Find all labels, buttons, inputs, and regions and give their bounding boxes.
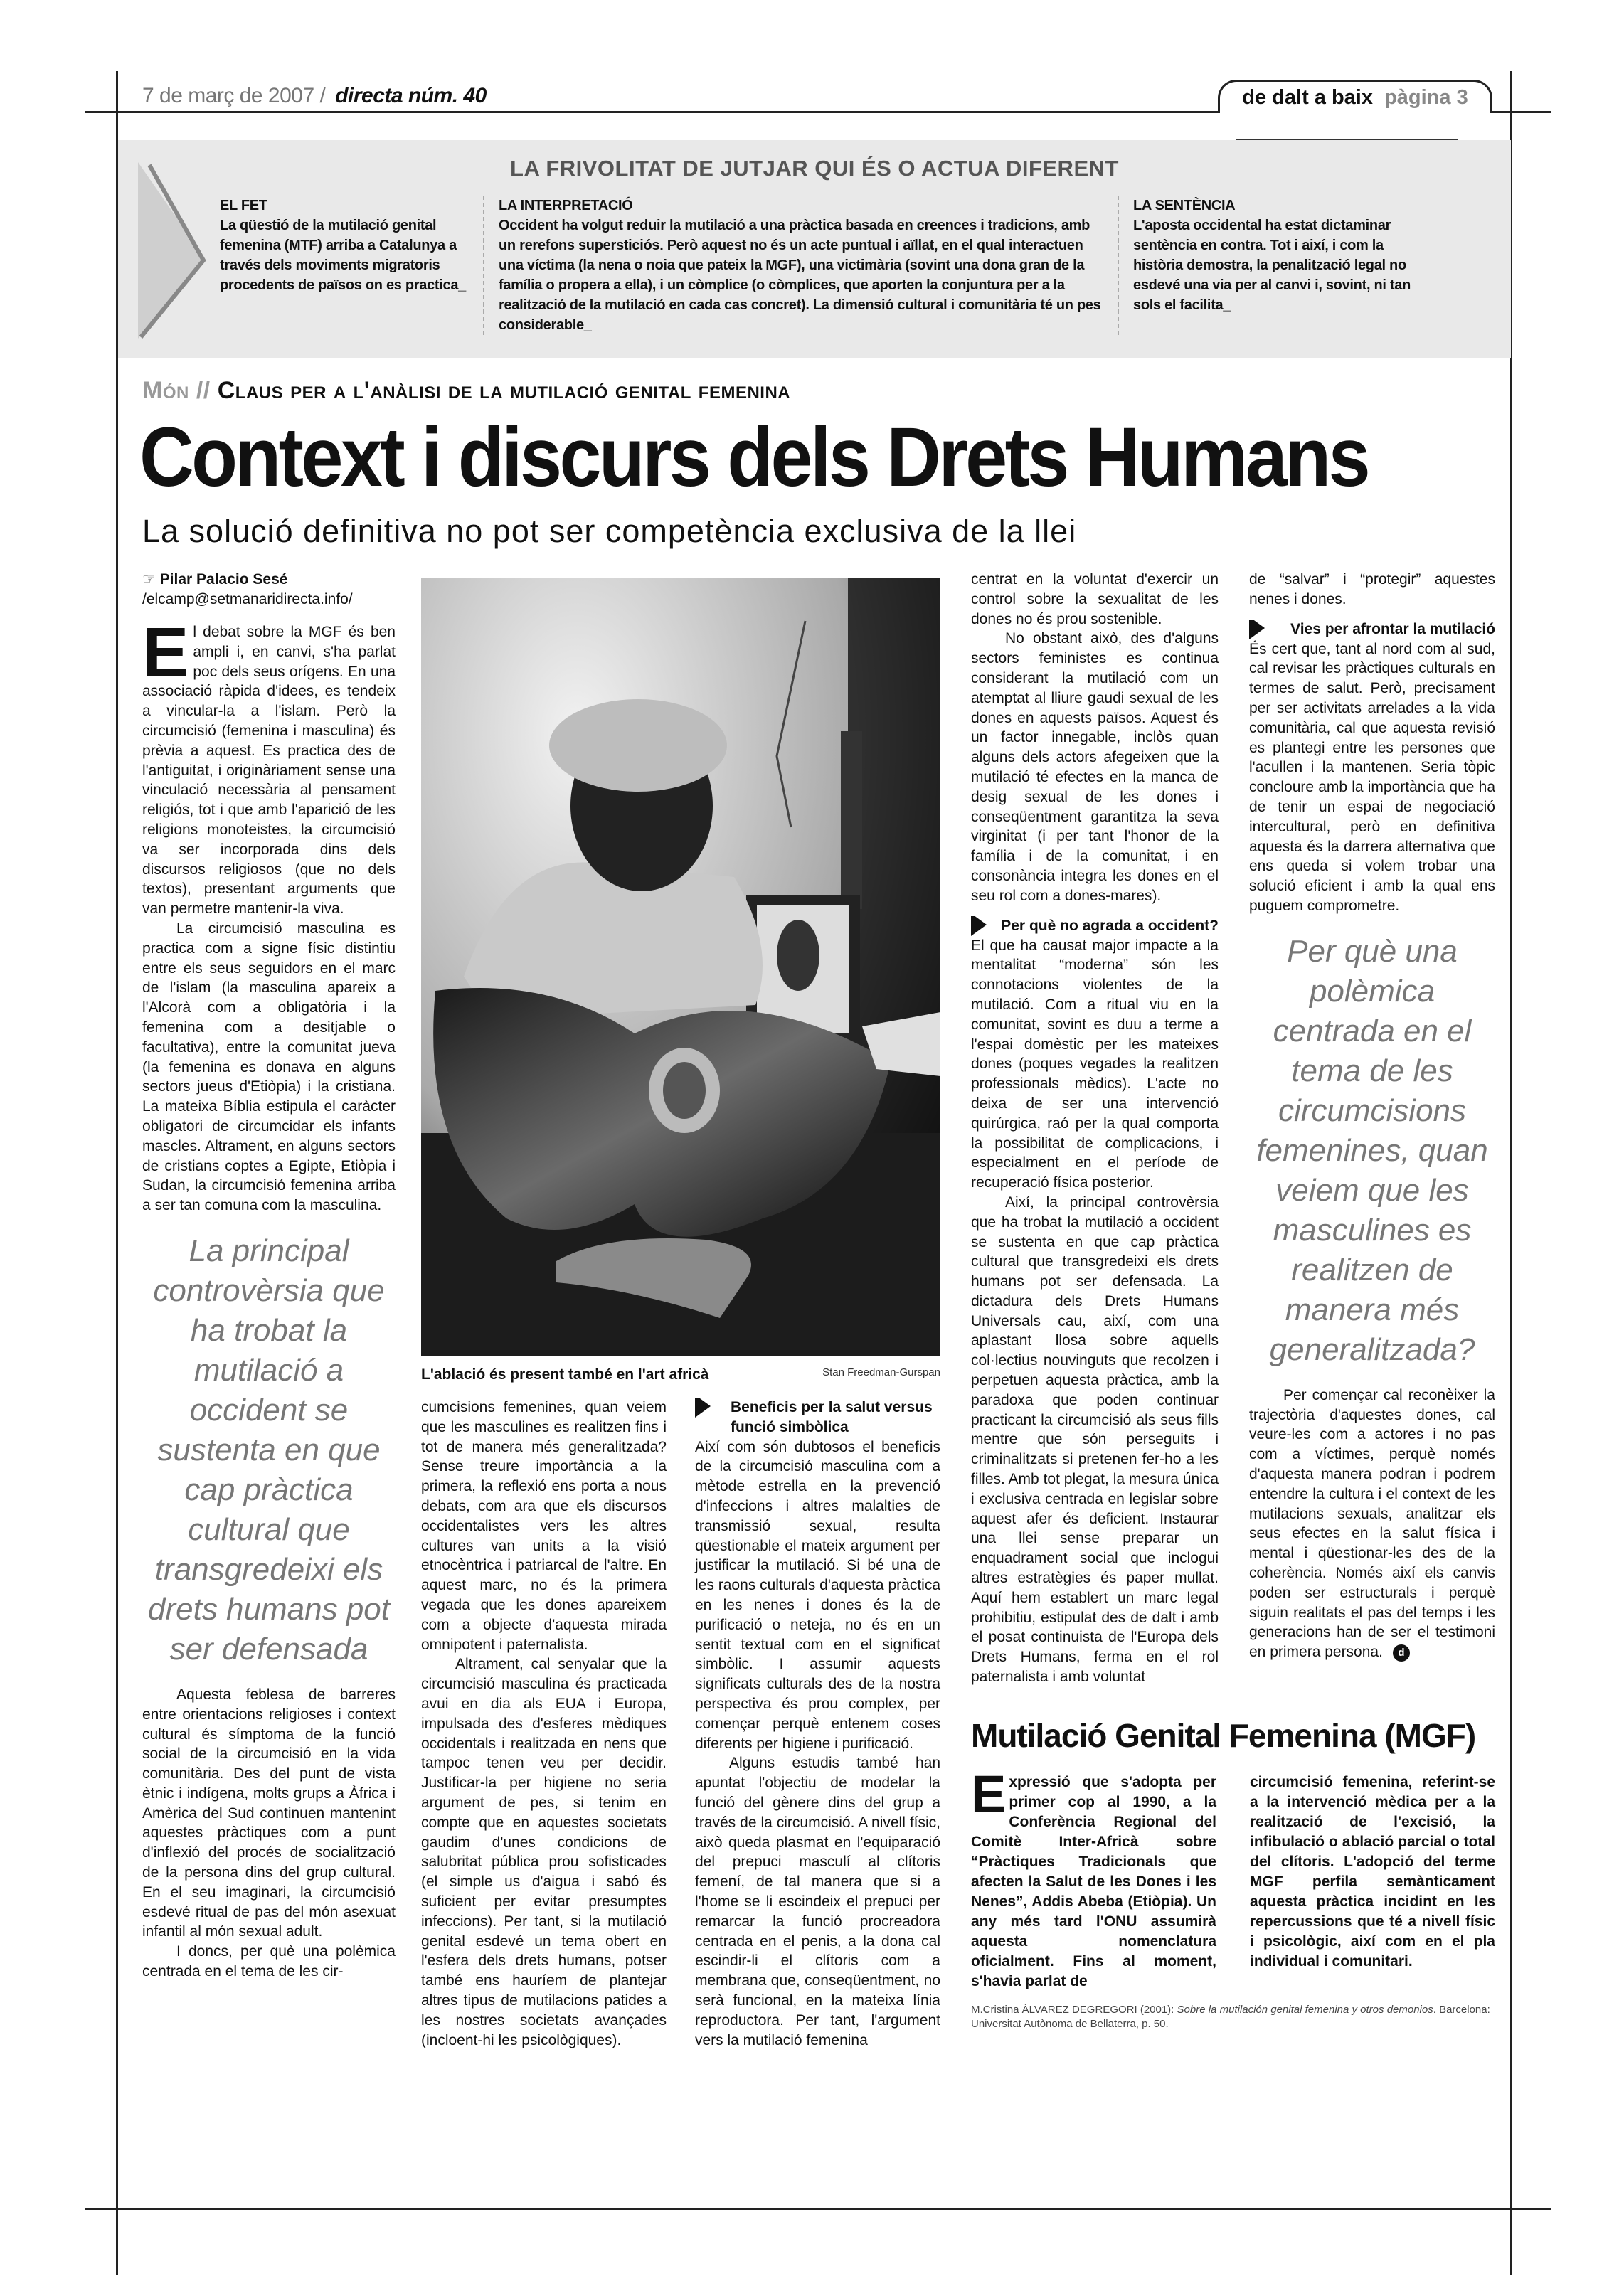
article-column-5 xyxy=(1249,570,1495,1662)
summary-verdict xyxy=(1133,196,1418,315)
middle-columns xyxy=(421,1398,940,2050)
end-of-article-logo-icon: d xyxy=(1393,1644,1410,1662)
subheading xyxy=(695,1398,940,1437)
summary-title: LA FRIVOLITAT DE JUTJAR QUI ÉS O ACTUA DIFERENT xyxy=(510,156,1119,181)
reference-author: M.Cristina ÁLVAREZ DEGREGORI (2001): xyxy=(971,2003,1174,2016)
summary-columns xyxy=(118,196,1511,335)
paragraph: La circumcisió masculina es practica com a signe físic distintiu entre els seus seguidors en el marc de l'islam (la masculina apareix a l'Alcorà com a obligatòria i la femenina com a desitjable o facultativa), entre la comunitat jueva (la femenina es donava en alguns sectors jueus d'Etiòpia) i la cristiana. La mateixa Bíblia estipula el caràcter obligatori de circumcidar els infants mascles. Altrament, en alguns sectors de cristians coptes a Egipte, Etiòpia i Sudan, la circumcisió femenina arriba a ser tan comuna com la masculina. xyxy=(142,920,396,1214)
paragraph: No obstant això, des d'alguns sectors feministes es continua considerant la mutilació com un atemptat al lliure gaudi sexual de les dones en aquests països. Aquest és un factor innegable, inclòs quan alguns dels actors afegeixen que la mutilació té efectes en la manca de desig sexual de les dones i conseqüentment garantitza la seva virginitat (i per tant l'honor de la família i de la comunitat, i en consonància integra les dones en el seu rol com a dones-mares). xyxy=(971,630,1219,904)
paragraph xyxy=(142,613,396,919)
summary-divider xyxy=(1118,196,1119,335)
article-column-5-bottom xyxy=(1249,1386,1495,1662)
photo-and-middle-columns xyxy=(421,570,940,2050)
sidebar-title: Mutilació Genital Femenina (MGF) xyxy=(971,1716,1476,1754)
paragraph: Així com són dubtosos el beneficis de la circumcisió masculina com a mètode estrella en la prevenció d'infeccions i altres malalties de transmissió sexual, resulta qüestionable el mateix argument per justificar la mutilació. Si bé una de les raons culturals d'aquesta pràctica en les nenes i dones és la de purificació o neteja, no és en un sentit textual com en el significat simbòlic. I assumir aquests significats culturals des de la nostra perspectiva és prou complex, per començar perquè entenem coses diferents per higiene i purificació. xyxy=(695,1438,940,1752)
footer-rule xyxy=(85,2208,1551,2210)
paragraph: cumcisions femenines, quan veiem que les masculines es realitzen fins i tot de manera més generalitzada? Sense treure importància a la primera, la reflexió ens porta a nous debats, com ara que els discursos occidentalistes vers les altres cultures van units a la visió etnocèntrica i patriarcal de l'altre. En aquest marc, no és la primera vegada que les dones apareixem com a objecte d'aquesta mirada omnipotent i paternalista. xyxy=(421,1399,667,1653)
summary-arrow-icon xyxy=(135,162,210,339)
author-email[interactable]: /elcamp@setmanaridirecta.info/ xyxy=(142,591,353,607)
summary-interpretation xyxy=(499,196,1103,335)
section-name: de dalt a baix xyxy=(1242,86,1373,109)
subheading-text: Vies per afrontar la mutilació xyxy=(1290,620,1495,637)
article-body xyxy=(118,570,1511,2050)
page-number: pàgina 3 xyxy=(1384,86,1468,109)
sidebar-text: xpressió que s'adopta per primer cop al 1990, a la Conferència Regional del Comitè Inter-Africà sobre “Pràctiques Tradicionals que afecten la Salut de les Dones i les Nenes”, Addis Abeba (Etiòpia). Un any més tard l'ONU assumirà aquesta nomenclatura oficialment. Fins al moment, s'havia parlat de xyxy=(971,1773,1216,1989)
paragraph: És cert que, tant al nord com al sud, cal revisar les pràctiques culturals en termes de salut. Però, precisament per ser activitats arrelades a la vida comunitària, cal que aquesta revisió es plantegi entre les persones que l'acullen i la mantenen. Seria tòpic concloure amb la importància que ha de tenir un espai de negociació intercultural, però en definitiva aquesta és la darrera alternativa que ens queda si volem trobar una solució eficient i amb la qual ens puguem comprometre. xyxy=(1249,640,1495,914)
paragraph: El que ha causat major impacte a la mentalitat “moderna” són les connotacions violentes de la mutilació. Com a ritual viu en la comunitat, sovint es duu a terme a l'espai domèstic per les mateixes dones (poques vegades la realitzen professionals mèdics). L'acte no deixa de ser una intervenció quirúrgica, raó per la qual comporta la possibilitat de complicacions, i especialment en el període de recuperació física posterior. xyxy=(971,937,1219,1191)
section-kicker xyxy=(142,377,1511,405)
triangle-bullet-icon xyxy=(971,916,987,936)
paragraph xyxy=(1249,1386,1495,1662)
summary-fact xyxy=(220,196,469,295)
headline: Context i discurs dels Drets Humans xyxy=(139,410,1369,504)
drop-cap: E xyxy=(142,613,189,691)
pull-quote: Per què una polèmica centrada en el tema de les circumcisions femenines, quan veiem que les masculines es realitzen de manera més generalitzada? xyxy=(1256,933,1488,1367)
section-label: Món xyxy=(142,377,189,404)
paragraph: Alguns estudis també han apuntat l'objectiu de modelar la funció del gènere dins del grup a través de la circumcisió. A nivell físic, això queda plasmat en l'equiparació del prepuci masculí al clítoris femení, de tal manera que si a l'home se li escindeix el prepuci per remarcar la funció procreadora centrada en el penis, a la dona cal escindir-li el clítoris com a membrana que, conseqüentment, no serà funcional, en la mateixa línia reproductora. Per tant, l'argument vers la mutilació femenina xyxy=(695,1755,940,2048)
sidebar-text-right: circumcisió femenina, referint-se a la intervenció mèdica per a la realització de l'excisió, la infibulació o ablació parcial o total del clítoris. L'adopció del terme MGF perfila semànticament aquesta pràctica incidint en les repercussions que té a nivell físic i psicològic, així com en el pla individual i comunitari. xyxy=(1250,1773,1495,1970)
right-columns-row xyxy=(971,570,1495,1687)
article-column-1-top xyxy=(142,613,396,1216)
right-columns xyxy=(971,570,1495,2031)
summary-interpretation-heading: LA INTERPRETACIÓ xyxy=(499,198,633,213)
photo-caption-row xyxy=(421,1366,940,1383)
photo-credit: Stan Freedman-Gurspan xyxy=(822,1366,940,1378)
triangle-bullet-icon xyxy=(1249,620,1265,639)
summary-divider xyxy=(483,196,484,335)
byline xyxy=(142,570,396,610)
reference-publisher: . Barcelona: Universitat Autònoma de Bellaterra, p. 50. xyxy=(971,2003,1490,2030)
paragraph: centrat en la voluntat d'exercir un control sobre la sexualitat de les dones no és prou sostenible. xyxy=(971,571,1219,627)
issue-number: directa núm. 40 xyxy=(335,84,487,107)
summary-box xyxy=(118,140,1511,358)
article-column-1-bottom xyxy=(142,1685,396,1982)
paragraph: I doncs, per què una polèmica centrada en el tema de les cir- xyxy=(142,1943,396,1980)
summary-verdict-heading: LA SENTÈNCIA xyxy=(1133,198,1236,213)
issue-date: 7 de març de 2007 / xyxy=(142,84,326,107)
subheading xyxy=(971,916,1219,936)
summary-interpretation-text: Occident ha volgut reduir la mutilació a una pràctica basada en creences i tradicions, amb un rerefons supersticiós. Però aquest no és un acte puntual i aïllat, en el qual interactuen una víctima (la nena o noia que pateix la MGF), una victimària (sovint una dona gran de la família o propera a ella), i un còmplice (o còmplices, que aporten la conjuntura per a la realització de la mutilació en cada cas concret). La dimensió cultural i comunitària té un pes considerable_ xyxy=(499,218,1101,333)
sidebar-reference xyxy=(971,2003,1495,2031)
paragraph: Altrament, cal senyalar que la circumcisió masculina és practicada avui en dia als EUA i Europa, impulsada des d'esferes mèdiques occidentals i realitzada en nens que tampoc tenen veu per decidir. Justificar-la per higiene no seria argument de pes, si tenim en compte que en aquestes societats gaudim d'unes condicions de salubritat pública prou sofisticades (el simple us d'aigua i sabó és suficient per evitar presumptes infeccions). Per tant, si la mutilació genital esdevé un tema obert en l'esfera dels drets humans, potser també ens hauríem de plantejar altres tipus de mutilacions patides a les nostres societats avançades (incloent-hi les psicològiques). xyxy=(421,1656,667,2048)
subheading xyxy=(1249,620,1495,639)
sidebar-text-left xyxy=(971,1764,1216,1992)
paragraph-text: Per començar cal reconèixer la trajectòria d'aquestes dones, cal veure-les com a actores i no pas com a víctimes, perquè només d'aquesta manera podran i podrem entendre la cultura i el context de les mutilacions sexuals, analitzar els seus efectes en la salut física i mental i qüestionar-les des de la coherència. Només així els canvis poden ser estructurals i perquè siguin realitats el pas del temps i les generacions han de ser el testimoni en primera persona. xyxy=(1249,1386,1495,1661)
author-name: Pilar Palacio Sesé xyxy=(159,571,288,588)
subheading-text: Per què no agrada a occident? xyxy=(1001,917,1219,934)
subheading-text: Beneficis per la salut versus funció simbòlica xyxy=(731,1399,933,1435)
paragraph-text: l debat sobre la MGF és ben ampli i, en canvi, s'ha parlat poc dels seus orígens. En una associació ràpida d'idees, es tendeix a vincular-la a l'islam. Però la circumcisió (femenina i masculina) és prèvia a aquest. Es practica des de l'antiguitat, i originàriament sense una vinculació necessària al pensament religiós, tot i que amb l'aparició de les religions monoteistes, la circumcisió va ser incorporada dins dels discursos religiosos (que no dels textos), presentant arguments que van permetre mantenir-la viva. xyxy=(142,624,396,918)
kicker-text: Claus per a l'anàlisi de la mutilació genital femenina xyxy=(217,377,791,404)
sidebar-columns xyxy=(971,1764,1495,1992)
sidebar-drop-cap: E xyxy=(971,1764,1007,1824)
summary-verdict-text: L'aposta occidental ha estat dictaminar sentència en contra. Tot i així, i com la història demostra, la penalització legal no esdevé una via per al canvi i, sovint, ni tan sols el facilita_ xyxy=(1133,218,1411,313)
section-tab xyxy=(1218,80,1492,113)
pointing-hand-icon: ☞ xyxy=(142,571,156,588)
article-column-1 xyxy=(142,570,396,1982)
paragraph: Així, la principal controvèrsia que ha trobat la mutilació a occident se sustenta en que cap pràctica cultural que transgredeixi els drets humans pot ser defensada. La dictadura dels Drets Humans Universals cau, així, com una aplastant llosa sobre aquells col·lectius nouvinguts que recolzen i perpetuen aquesta pràctica, amb la paradoxa que poden continuar practicant la circumcisió als seus fills mentre que són perseguits i criminalitzats si pretenen fer-ho a les filles. Amb tot plegat, la mesura única i exclusiva centrada en legislar sobre aquest afer és deficient. Instaurar una llei sense preparar un enquadrament social que inclogui altres estratègies és paper mullat. Aquí hem establert un marc legal prohibitiu, estipulat des de dalt i amb el posat continuista de l'Europa dels Drets Humans, ferma en el rol paternalista i amb voluntat xyxy=(971,1194,1219,1686)
article-column-5-top xyxy=(1249,570,1495,916)
summary-fact-heading: EL FET xyxy=(220,198,267,213)
page-content xyxy=(118,140,1511,2050)
summary-fact-text: La qüestió de la mutilació genital femenina (MTF) arriba a Catalunya a través dels moviments migratoris procedents de països on es practica_ xyxy=(220,218,466,293)
article-column-2 xyxy=(421,1398,667,2050)
photo-woman-with-sculpture xyxy=(421,578,940,1356)
subheadline: La solució definitiva no pot ser competència exclusiva de la llei xyxy=(142,513,1077,549)
kicker-separator: // xyxy=(196,377,211,404)
issue-date-line xyxy=(142,84,487,108)
triangle-bullet-icon xyxy=(695,1398,711,1418)
article-column-4 xyxy=(971,570,1219,1687)
paragraph: de “salvar” i “protegir” aquestes nenes i dones. xyxy=(1249,571,1495,607)
paragraph: Aquesta feblesa de barreres entre orientacions religioses i context cultural és símptoma de la funció social de la circumcisió en la vida comunitària. Des del punt de vista ètnic i indígena, molts grups a Àfrica i Amèrica del Sud continuen mantenint aquestes pràctiques com a punt d'inflexió del procés de socialització de la persona dins del grup cultural. En el seu imaginari, la circumcisió esdevé ritual de pas del món asexuat infantil al món sexual adult. xyxy=(142,1686,396,1940)
article-column-3 xyxy=(695,1398,940,2050)
pull-quote: La principal controvèrsia que ha trobat la mutilació a occident se sustenta en que cap pràctica cultural que transgredeixi els drets humans pot ser defensada xyxy=(148,1233,390,1667)
reference-title: Sobre la mutilación genital femenina y otros demonios xyxy=(1177,2003,1433,2016)
photo-caption: L'ablació és present també en l'art africà xyxy=(421,1366,709,1383)
